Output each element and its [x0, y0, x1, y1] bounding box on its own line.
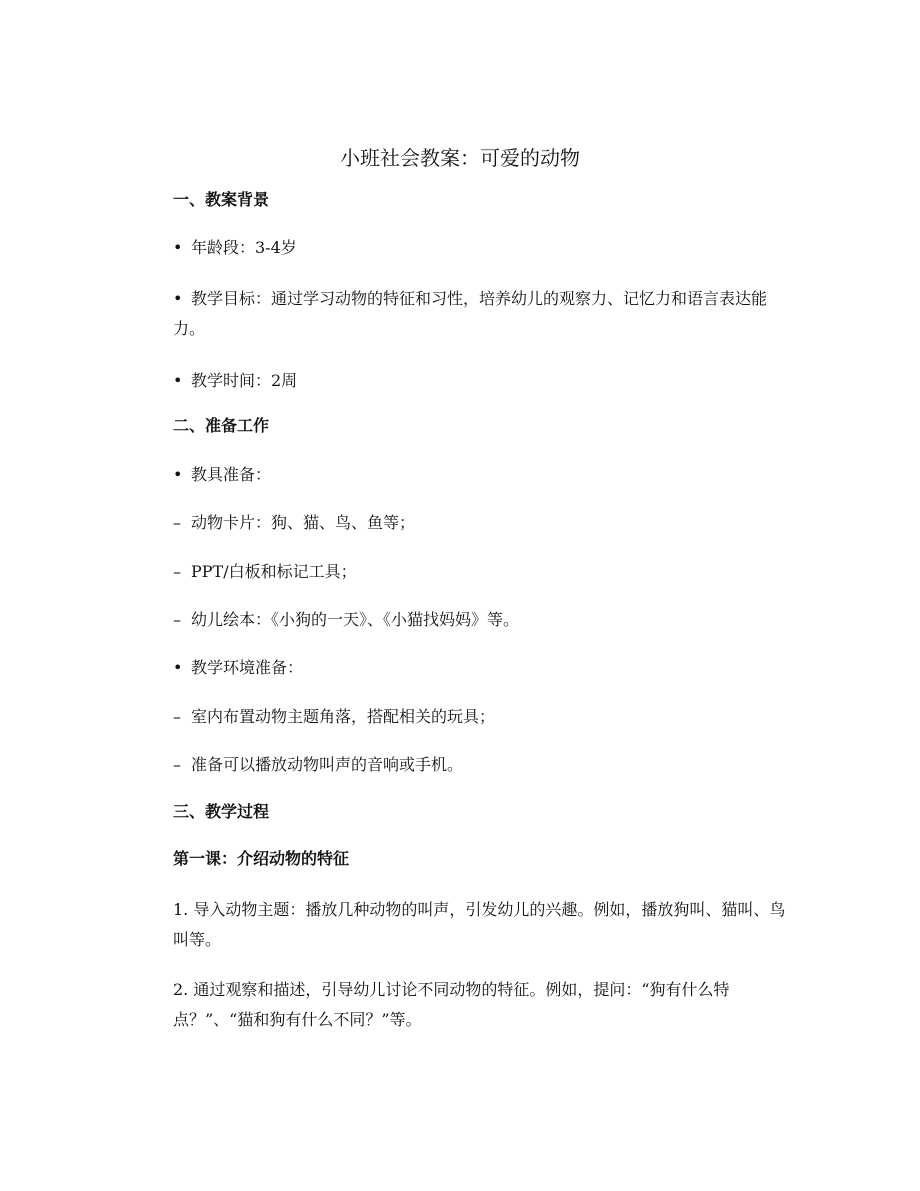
section-heading-prep: 二、准备工作	[173, 416, 270, 435]
list-item-ppt: – PPT/白板和标记工具；	[173, 557, 793, 587]
step-1: 1. 导入动物主题：播放几种动物的叫声，引发幼儿的兴趣。例如，播放狗叫、猫叫、鸟叫等。	[173, 900, 786, 949]
list-item-books: – 幼儿绘本：《小狗的一天》、《小猫找妈妈》等。	[173, 605, 793, 635]
lesson-heading: 第一课：介绍动物的特征	[173, 849, 350, 868]
step-2: 2. 通过观察和描述，引导幼儿讨论不同动物的特征。例如，提问：“狗有什么特点？”、“猫和狗有什么不同？”等。	[173, 980, 730, 1029]
list-item-time: • 教学时间：2周	[173, 366, 793, 396]
list-item-environment: • 教学环境准备：	[173, 653, 793, 683]
list-item-audio: – 准备可以播放动物叫声的音响或手机。	[173, 750, 793, 780]
list-item-materials: • 教具准备：	[173, 460, 793, 490]
list-item-corner: – 室内布置动物主题角落，搭配相关的玩具；	[173, 702, 793, 732]
document-title: 小班社会教案：可爱的动物	[340, 146, 580, 170]
section-heading-process: 三、教学过程	[173, 802, 270, 821]
list-item-age: • 年龄段：3-4岁	[173, 233, 793, 263]
section-heading-background: 一、教案背景	[173, 190, 270, 209]
list-item-cards: – 动物卡片：狗、猫、鸟、鱼等；	[173, 508, 793, 538]
list-item-goal	[173, 284, 793, 344]
list-item-goal-text: 教学目标：通过学习动物的特征和习性，培养幼儿的观察力、记忆力和语言表达能力。	[173, 289, 768, 338]
